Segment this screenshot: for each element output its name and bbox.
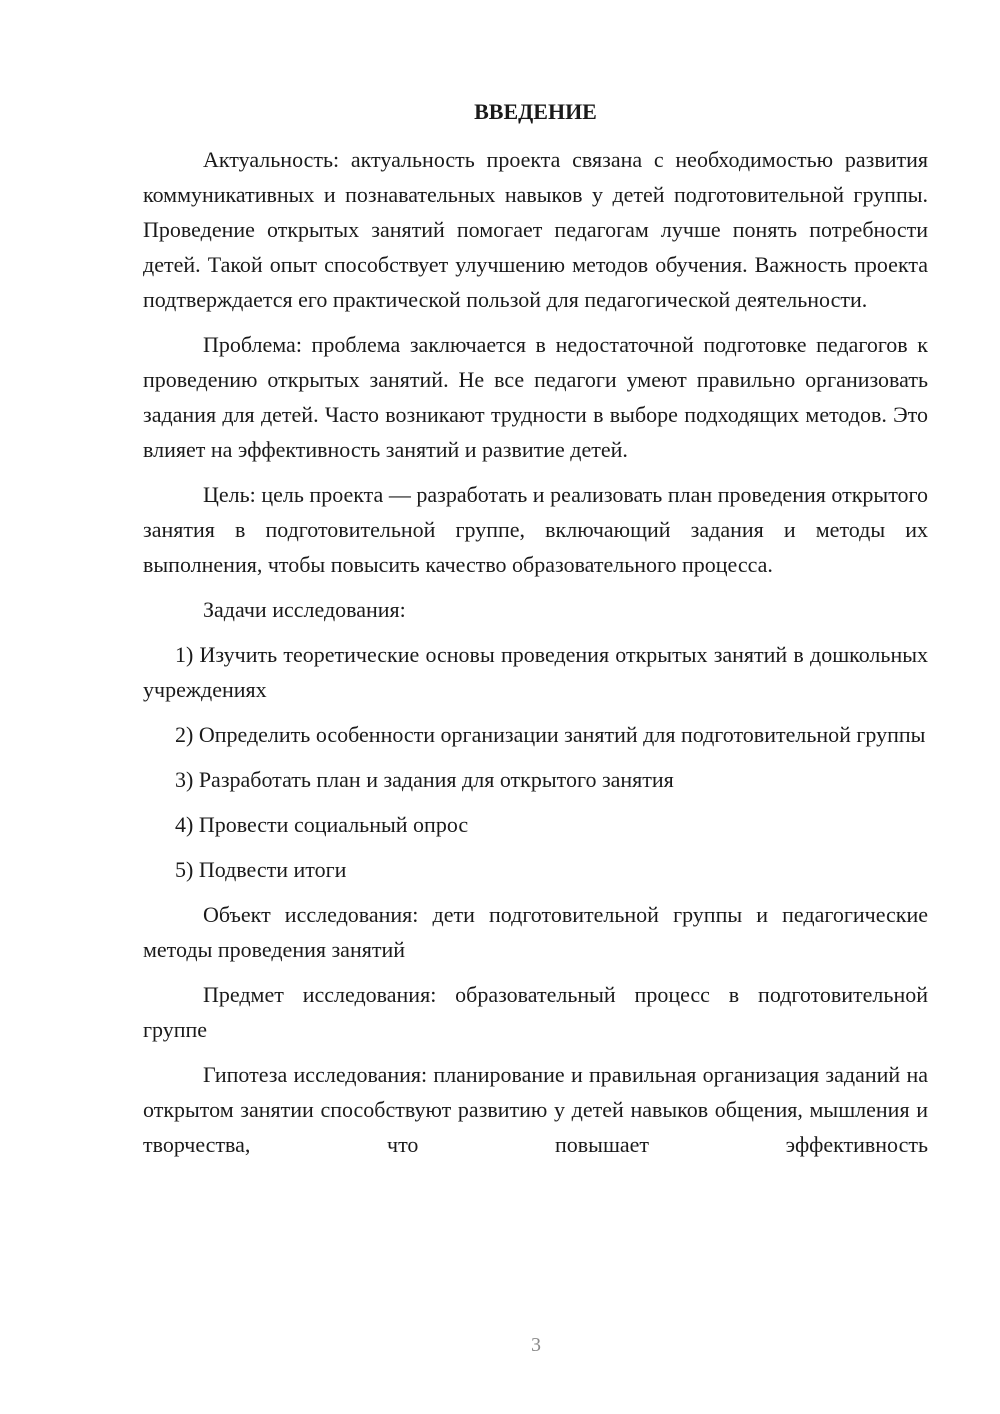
task-item-2: 2) Определить особенности организации занятий для подготовительной группы: [175, 722, 926, 747]
task-item-3: 3) Разработать план и задания для открытого занятия: [175, 767, 674, 792]
paragraph-goal: Цель: цель проекта — разработать и реализовать план проведения открытого занятия в подготовительной группе, включающий задания и методы их выполнения, чтобы повысить качество образовательного процесса.: [143, 482, 928, 577]
paragraph-object: Объект исследования: дети подготовительной группы и педагогические методы проведения занятий: [143, 902, 928, 962]
paragraph-relevance: Актуальность: актуальность проекта связана с необходимостью развития коммуникативных и познавательных навыков у детей подготовительной группы. Проведение открытых занятий помогает педагогам лучше понять потребности детей. Такой опыт способствует улучшению методов обучения. Важность проекта подтверждается его практической пользой для педагогической деятельности.: [143, 147, 928, 312]
paragraph-hypothesis: Гипотеза исследования: планирование и правильная организация заданий на открытом занятии способствуют развитию у детей навыков общения, мышления и творчества, что повышает эффективность: [143, 1062, 928, 1157]
tasks-heading: Задачи исследования:: [203, 597, 406, 622]
page-number: 3: [531, 1334, 541, 1356]
task-item-5: 5) Подвести итоги: [175, 857, 347, 882]
page-title: ВВЕДЕНИЕ: [474, 99, 597, 124]
task-item-4: 4) Провести социальный опрос: [175, 812, 469, 837]
paragraph-subject: Предмет исследования: образовательный процесс в подготовительной группе: [143, 982, 928, 1042]
paragraph-problem: Проблема: проблема заключается в недостаточной подготовке педагогов к проведению открытых занятий. Не все педагоги умеют правильно организовать задания для детей. Часто возникают трудности в выборе подходящих методов. Это влияет на эффективность занятий и развитие детей.: [143, 332, 928, 462]
task-item-1: 1) Изучить теоретические основы проведения открытых занятий в дошкольных учреждениях: [143, 642, 928, 702]
document-body: [143, 142, 928, 1172]
